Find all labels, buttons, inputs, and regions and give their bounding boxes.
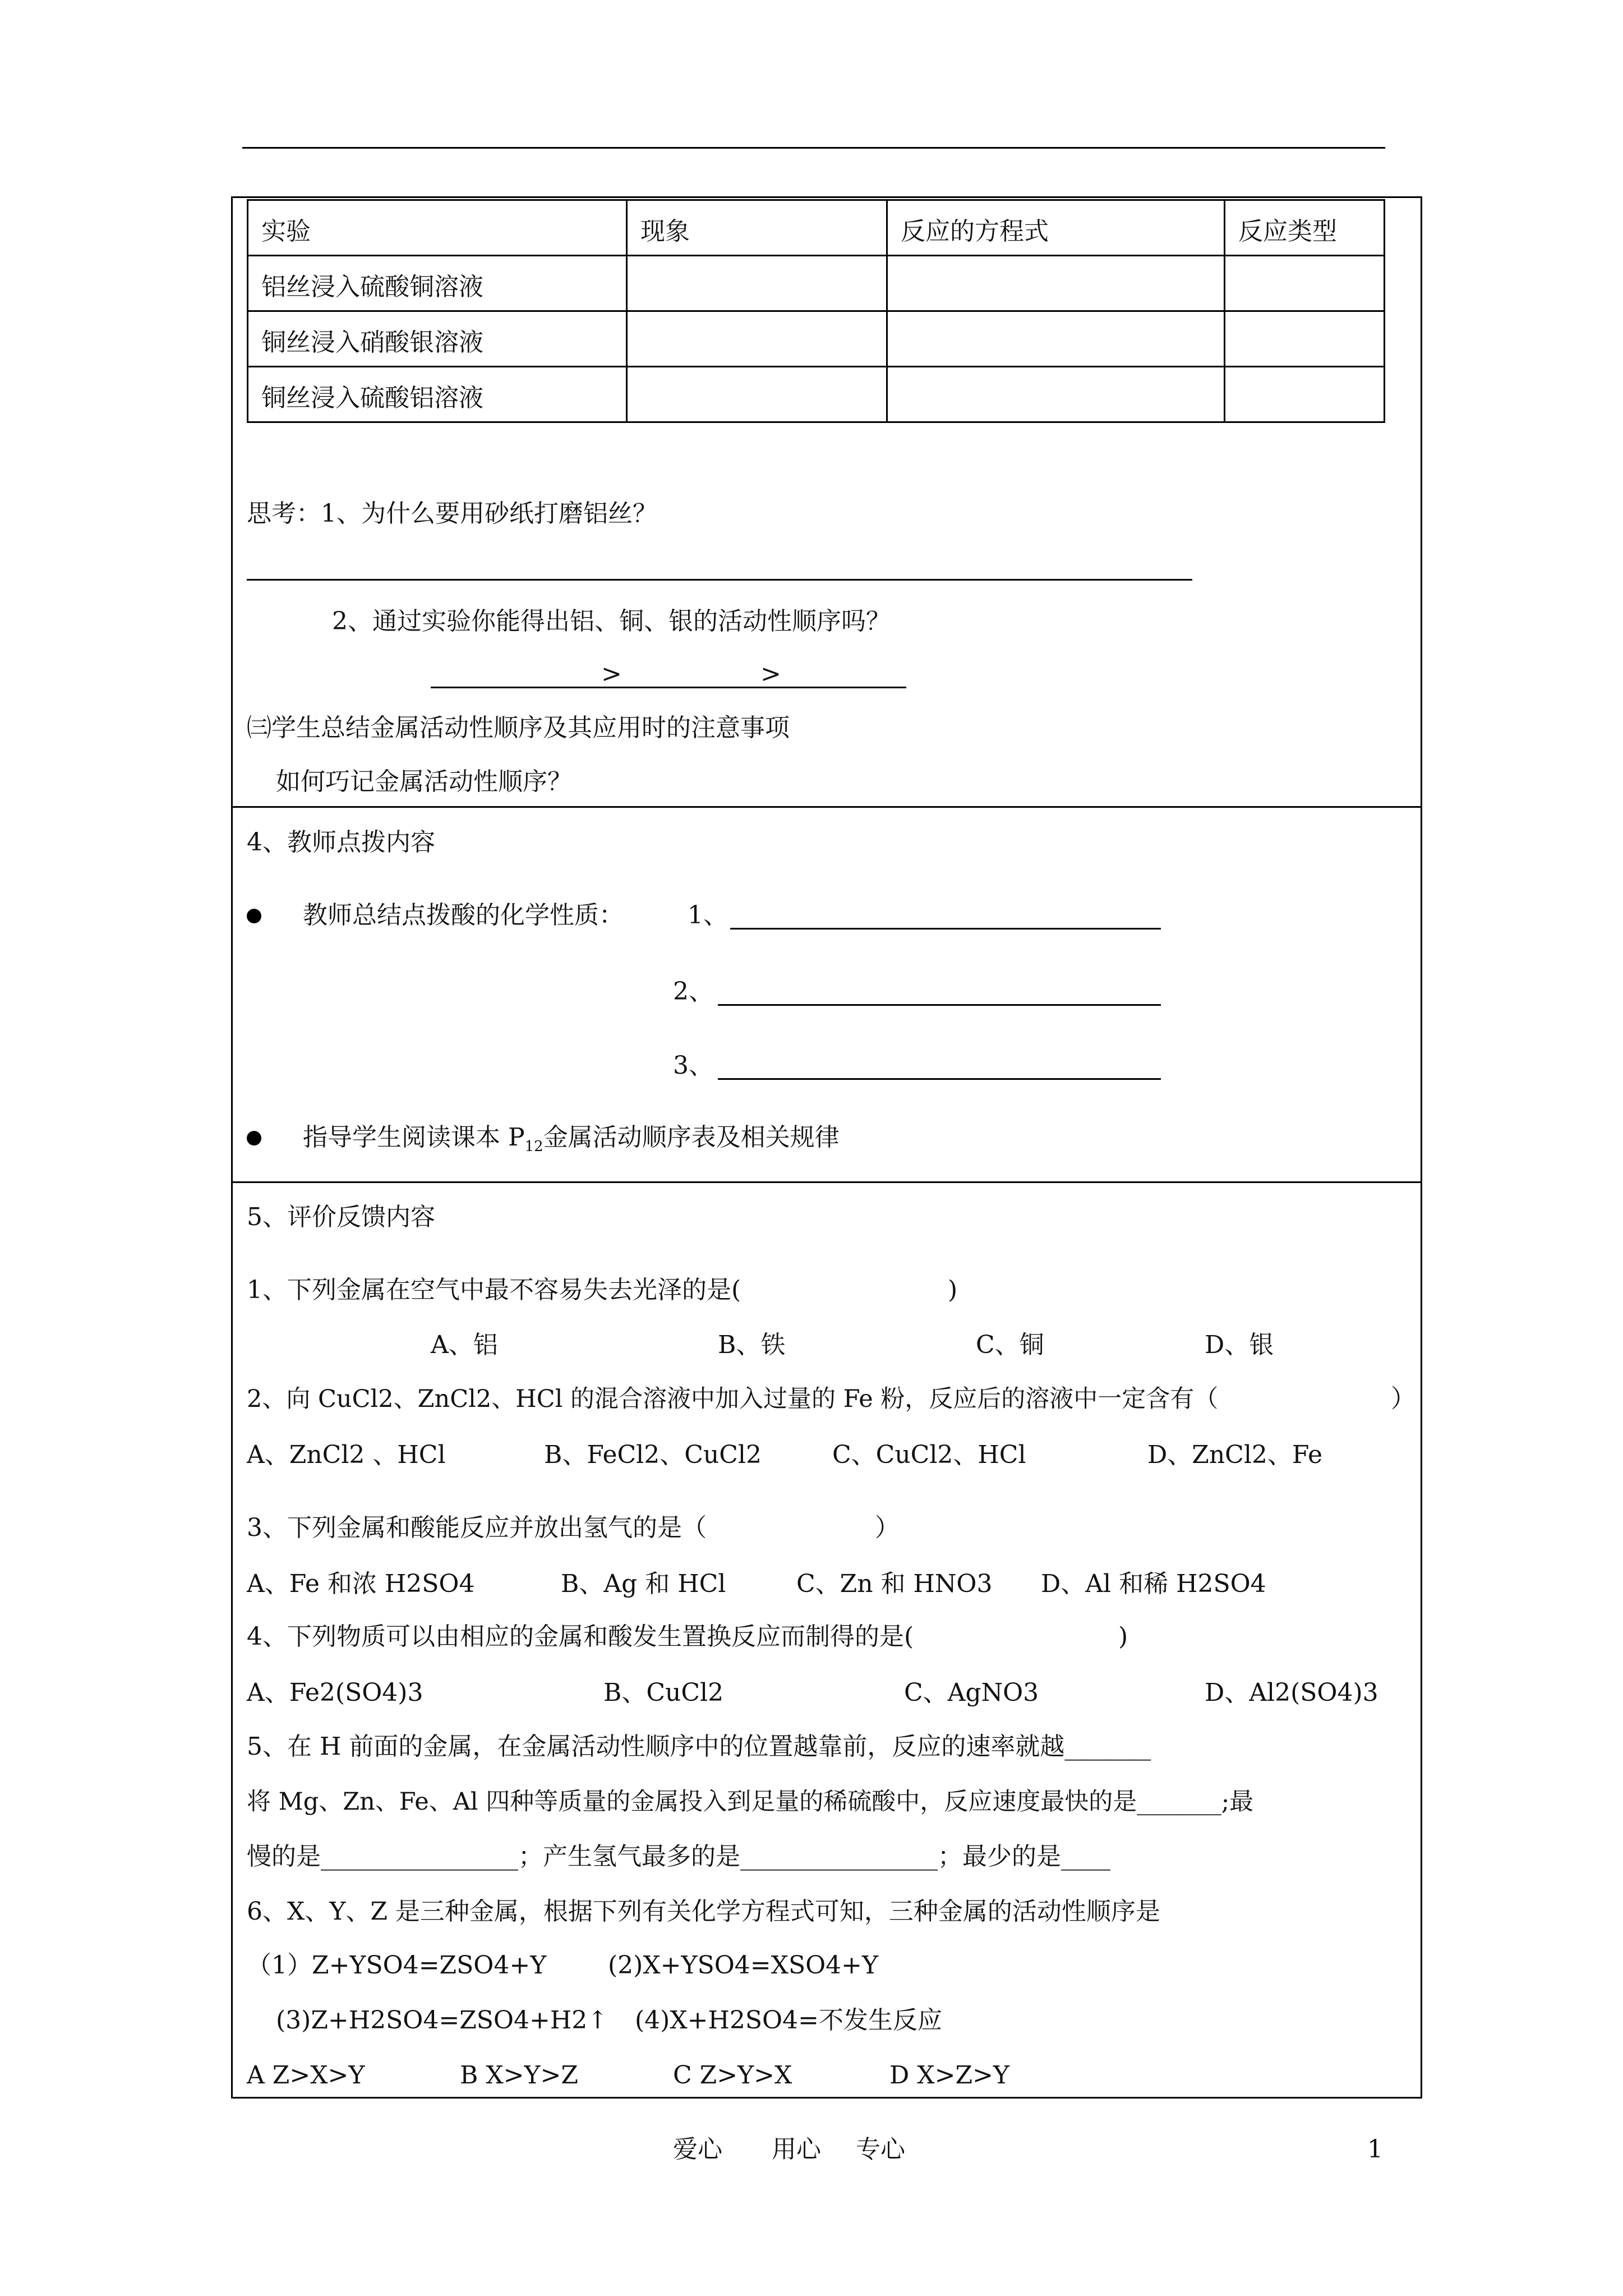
question-6-equation-2: (2)X+YSO4=XSO4+Y (608, 1951, 879, 1980)
table-row-3-experiment: 铜丝浸入硫酸铝溶液 (261, 384, 483, 412)
question-4-option-c: C、AgNO3 (904, 1678, 1039, 1707)
question-4: 4、下列物质可以由相应的金属和酸发生置换反应而制得的是( (247, 1622, 914, 1651)
question-1-option-b: B、铁 (718, 1331, 786, 1359)
question-6-option-a: A Z>X>Y (247, 2061, 365, 2090)
footer-mid: 用心 (772, 2135, 821, 2164)
footer-left: 爱心 (673, 2135, 722, 2164)
answer-line-1 (247, 579, 1192, 581)
question-4-option-d: D、Al2(SO4)3 (1205, 1678, 1378, 1707)
question-6-equation-1: （1）Z+YSO4=ZSO4+Y (247, 1951, 547, 1980)
frame-left (231, 196, 233, 2098)
question-2-option-c: C、CuCl2、HCl (832, 1441, 1026, 1469)
question-4-option-b: B、CuCl2 (603, 1678, 724, 1707)
footer-right: 专心 (856, 2135, 905, 2164)
page-number: 1 (1367, 2135, 1383, 2164)
section-4-title: 4、教师点拨内容 (247, 828, 435, 857)
acid-property-line-3 (718, 1078, 1161, 1080)
acid-property-line-1 (730, 928, 1161, 930)
think-question-2: 2、通过实验你能得出铝、铜、银的活动性顺序吗？ (332, 607, 891, 636)
summary-line-2: 如何巧记金属活动性顺序？ (276, 767, 572, 796)
order-answer-line (431, 687, 906, 688)
question-2: 2、向 CuCl2、ZnCl2、HCl 的混合溶液中加入过量的 Fe 粉，反应后的溶液中一定含有（ (247, 1385, 1219, 1413)
question-6-equation-3: (3)Z+H2SO4=ZSO4+H2↑ (276, 2006, 608, 2035)
acid-property-number-1: 1、 (688, 901, 728, 930)
question-3-option-b: B、Ag 和 HCl (561, 1570, 726, 1598)
acid-property-number-3: 3、 (673, 1051, 713, 1080)
frame-right (1421, 196, 1422, 2098)
bullet-icon (247, 1131, 261, 1145)
order-gt-1: > (601, 660, 622, 688)
question-4-option-a: A、Fe2(SO4)3 (247, 1678, 423, 1707)
section-divider-5 (231, 1181, 1422, 1183)
question-4-close: ) (1118, 1622, 1128, 1651)
table-header-equation: 反应的方程式 (901, 217, 1049, 246)
question-5-part-1: 5、在 H 前面的金属，在金属活动性顺序中的位置越靠前，反应的速率就越_______ (247, 1732, 1151, 1761)
question-3-option-c: C、Zn 和 HNO3 (796, 1570, 993, 1598)
order-gt-2: > (760, 660, 781, 688)
question-6-option-d: D X>Z>Y (889, 2061, 1009, 2090)
question-5-part-2: 将 Mg、Zn、Fe、Al 四种等质量的金属投入到足量的稀硫酸中，反应速度最快的是_______;最 (247, 1788, 1254, 1816)
table-header-reaction-type: 反应类型 (1238, 217, 1337, 246)
question-1-option-d: D、银 (1205, 1331, 1274, 1359)
question-2-option-d: D、ZnCl2、Fe (1147, 1441, 1323, 1469)
section-divider-4 (231, 806, 1422, 808)
question-1-close: ) (948, 1276, 958, 1304)
frame-top (231, 196, 1422, 198)
question-2-option-a: A、ZnCl2 、HCl (247, 1441, 446, 1469)
question-1: 1、下列金属在空气中最不容易失去光泽的是( (247, 1276, 741, 1304)
acid-property-line-2 (718, 1004, 1161, 1006)
question-6-option-b: B X>Y>Z (460, 2061, 578, 2090)
question-3-option-a: A、Fe 和浓 H2SO4 (247, 1570, 475, 1598)
table-header-experiment: 实验 (261, 217, 311, 246)
think-question-1: 思考：1、为什么要用砂纸打磨铝丝？ (247, 499, 657, 528)
question-2-close: ） (1391, 1384, 1415, 1413)
header-rule (242, 147, 1385, 149)
frame-bottom (231, 2097, 1422, 2099)
section-5-title: 5、评价反馈内容 (247, 1203, 435, 1231)
section-4-bullet-1: 教师总结点拨酸的化学性质： (303, 901, 624, 930)
section-4-bullet-2: 指导学生阅读课本 $P_{12}$金属活动顺序表及相关规律 (303, 1123, 840, 1155)
question-6: 6、X、Y、Z 是三种金属，根据下列有关化学方程式可知，三种金属的活动性顺序是 (247, 1897, 1160, 1926)
question-6-option-c: C Z>Y>X (673, 2061, 792, 2090)
table-header-phenomenon: 现象 (640, 217, 690, 246)
question-1-option-a: A、铝 (431, 1331, 498, 1359)
acid-property-number-2: 2、 (673, 977, 713, 1006)
bullet-icon (247, 909, 261, 923)
question-3: 3、下列金属和酸能反应并放出氢气的是（ (247, 1513, 707, 1542)
question-6-equation-4: (4)X+H2SO4=不发生反应 (635, 2006, 942, 2035)
question-5-part-3: 慢的是________________；产生氢气最多的是________________；最少的是____ (247, 1842, 1110, 1871)
question-1-option-c: C、铜 (976, 1331, 1044, 1359)
question-2-option-b: B、FeCl2、CuCl2 (544, 1441, 762, 1469)
question-3-close: ） (875, 1513, 900, 1542)
table-row-1-experiment: 铝丝浸入硫酸铜溶液 (261, 273, 483, 301)
summary-line-1: ㈢学生总结金属活动性顺序及其应用时的注意事项 (247, 714, 790, 742)
table-row-2-experiment: 铜丝浸入硝酸银溶液 (261, 328, 483, 357)
question-3-option-d: D、Al 和稀 H2SO4 (1041, 1570, 1266, 1598)
